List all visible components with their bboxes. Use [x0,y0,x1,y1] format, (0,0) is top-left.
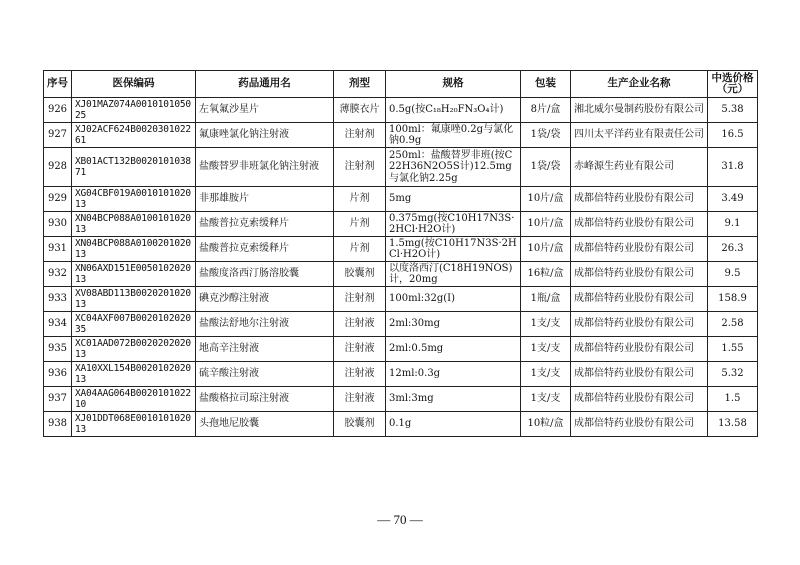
cell-form: 片剂 [334,237,386,262]
cell-price: 5.38 [708,98,758,123]
table-row [44,412,758,437]
header-code: 医保编码 [72,71,196,98]
cell-pack: 1支/支 [521,362,571,387]
page-number: — 70 — [377,512,423,527]
cell-price: 26.3 [708,237,758,262]
cell-maker: 四川太平洋药业有限责任公司 [571,123,708,148]
cell-maker: 成都倍特药业股份有限公司 [571,362,708,387]
cell-form: 胶囊剂 [334,262,386,287]
table-row [44,312,758,337]
cell-spec: 以度洛西汀(C18H19NOS)计，20mg [386,262,521,287]
cell-pack: 1袋/袋 [521,148,571,187]
cell-name: 盐酸普拉克索缓释片 [196,237,334,262]
cell-name: 盐酸法舒地尔注射液 [196,312,334,337]
cell-spec: 0.5g(按C₁₈H₂₀FN₃O₄计) [386,98,521,123]
table-row [44,387,758,412]
header-name: 药品通用名 [196,71,334,98]
cell-no: 929 [44,187,72,212]
cell-maker: 成都倍特药业股份有限公司 [571,387,708,412]
cell-pack: 10片/盒 [521,212,571,237]
cell-pack: 1支/支 [521,337,571,362]
cell-code: XB01ACT132B002010103871 [72,148,196,187]
cell-spec: 5mg [386,187,521,212]
cell-no: 937 [44,387,72,412]
cell-form: 胶囊剂 [334,412,386,437]
cell-form: 注射剂 [334,287,386,312]
header-form: 剂型 [334,71,386,98]
cell-code: XG04CBF019A001010102013 [72,187,196,212]
cell-pack: 8片/盒 [521,98,571,123]
table-body [44,98,758,437]
cell-name: 头孢地尼胶囊 [196,412,334,437]
cell-form: 注射剂 [334,123,386,148]
cell-spec: 0.1g [386,412,521,437]
cell-price: 13.58 [708,412,758,437]
cell-code: XJ01DDT068E001010102013 [72,412,196,437]
cell-no: 938 [44,412,72,437]
table-row [44,98,758,123]
header-no: 序号 [44,71,72,98]
cell-spec: 1.5mg(按C10H17N3S·2HCl·H2O计) [386,237,521,262]
cell-name: 碘克沙醇注射液 [196,287,334,312]
cell-code: XC04AXF007B002010202035 [72,312,196,337]
cell-price: 31.8 [708,148,758,187]
cell-code: XJ01MAZ074A001010105025 [72,98,196,123]
cell-name: 地高辛注射液 [196,337,334,362]
cell-form: 注射剂 [334,148,386,187]
cell-pack: 10片/盒 [521,237,571,262]
cell-pack: 10片/盒 [521,187,571,212]
cell-pack: 1瓶/盒 [521,287,571,312]
cell-spec: 250ml：盐酸替罗非班(按C22H36N2O5S计)12.5mg与氯化钠2.25g [386,148,521,187]
cell-code: XN06AXD151E005010202013 [72,262,196,287]
header-spec: 规格 [386,71,521,98]
cell-name: 盐酸普拉克索缓释片 [196,212,334,237]
cell-price: 158.9 [708,287,758,312]
cell-name: 非那雄胺片 [196,187,334,212]
cell-maker: 赤峰源生药业有限公司 [571,148,708,187]
header-pack: 包装 [521,71,571,98]
cell-no: 931 [44,237,72,262]
table-row [44,337,758,362]
cell-pack: 1支/支 [521,387,571,412]
header-maker: 生产企业名称 [571,71,708,98]
cell-maker: 成都倍特药业股份有限公司 [571,312,708,337]
cell-price: 9.1 [708,212,758,237]
cell-code: XN04BCP088A010020102013 [72,237,196,262]
cell-form: 注射液 [334,387,386,412]
cell-no: 930 [44,212,72,237]
cell-no: 932 [44,262,72,287]
table-row [44,212,758,237]
cell-spec: 3ml:3mg [386,387,521,412]
cell-name: 盐酸格拉司琼注射液 [196,387,334,412]
cell-maker: 成都倍特药业股份有限公司 [571,237,708,262]
cell-form: 注射液 [334,312,386,337]
cell-form: 注射液 [334,337,386,362]
cell-no: 935 [44,337,72,362]
cell-maker: 成都倍特药业股份有限公司 [571,287,708,312]
cell-price: 3.49 [708,187,758,212]
table-row [44,187,758,212]
cell-code: XC01AAD072B002020202013 [72,337,196,362]
cell-spec: 0.375mg(按C10H17N3S·2HCl·H2O计) [386,212,521,237]
cell-no: 934 [44,312,72,337]
cell-no: 936 [44,362,72,387]
cell-code: XV08ABD113B002020102013 [72,287,196,312]
cell-maker: 成都倍特药业股份有限公司 [571,262,708,287]
cell-name: 盐酸替罗非班氯化钠注射液 [196,148,334,187]
cell-form: 薄膜衣片 [334,98,386,123]
table-row [44,262,758,287]
cell-no: 927 [44,123,72,148]
cell-pack: 1支/支 [521,312,571,337]
cell-spec: 2ml:30mg [386,312,521,337]
cell-spec: 12ml:0.3g [386,362,521,387]
cell-no: 928 [44,148,72,187]
cell-maker: 成都倍特药业股份有限公司 [571,412,708,437]
table-row [44,123,758,148]
cell-pack: 16粒/盒 [521,262,571,287]
cell-name: 盐酸度洛西汀肠溶胶囊 [196,262,334,287]
cell-price: 1.55 [708,337,758,362]
cell-price: 1.5 [708,387,758,412]
cell-price: 9.5 [708,262,758,287]
cell-name: 左氧氟沙星片 [196,98,334,123]
cell-spec: 100ml：氟康唑0.2g与氯化钠0.9g [386,123,521,148]
cell-form: 片剂 [334,212,386,237]
table-header-row [44,71,758,98]
table-row [44,362,758,387]
cell-form: 注射液 [334,362,386,387]
cell-pack: 1袋/袋 [521,123,571,148]
cell-name: 氟康唑氯化钠注射液 [196,123,334,148]
table-row [44,237,758,262]
cell-name: 硫辛酸注射液 [196,362,334,387]
cell-form: 片剂 [334,187,386,212]
header-price: 中选价格（元） [708,71,758,98]
cell-spec: 100ml:32g(I) [386,287,521,312]
cell-no: 933 [44,287,72,312]
cell-maker: 湘北威尔曼制药股份有限公司 [571,98,708,123]
cell-code: XA10XXL154B002010202013 [72,362,196,387]
cell-price: 5.32 [708,362,758,387]
cell-code: XA04AAG064B002010102210 [72,387,196,412]
cell-code: XN04BCP088A010010102013 [72,212,196,237]
drug-table [43,70,758,437]
cell-maker: 成都倍特药业股份有限公司 [571,212,708,237]
cell-code: XJ02ACF624B002030102261 [72,123,196,148]
cell-pack: 10粒/盒 [521,412,571,437]
cell-price: 2.58 [708,312,758,337]
cell-no: 926 [44,98,72,123]
cell-maker: 成都倍特药业股份有限公司 [571,187,708,212]
cell-maker: 成都倍特药业股份有限公司 [571,337,708,362]
table-row [44,287,758,312]
cell-price: 16.5 [708,123,758,148]
table-row [44,148,758,187]
cell-spec: 2ml:0.5mg [386,337,521,362]
